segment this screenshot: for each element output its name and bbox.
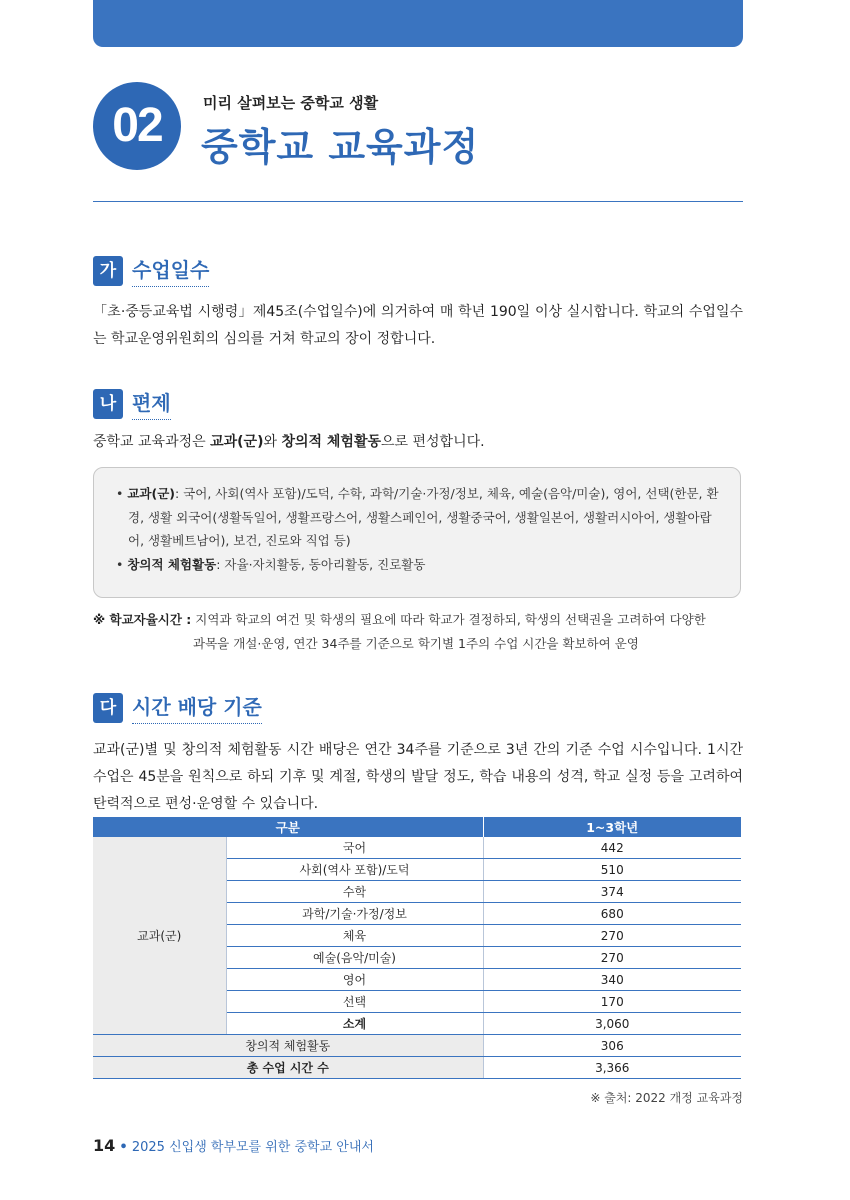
subject-cell: 국어 xyxy=(226,837,483,859)
hours-cell: 3,366 xyxy=(483,1057,741,1079)
divider xyxy=(93,201,743,202)
hours-cell: 270 xyxy=(483,925,741,947)
header-grades: 1~3학년 xyxy=(483,817,741,837)
chapter-title: 중학교 교육과정 xyxy=(201,125,480,169)
section-ga-body: 「초·중등교육법 시행령」제45조(수업일수)에 의거하여 매 학년 190일 이상 실시합니다. 학교의 수업일수는 학교운영위원회의 심의를 거쳐 학교의 장이 정합니다. xyxy=(93,304,743,347)
section-title: 수업일수 xyxy=(132,256,209,287)
subject-cell: 과학/기술·가정/정보 xyxy=(226,903,483,925)
hours-cell: 374 xyxy=(483,881,741,903)
hours-cell: 340 xyxy=(483,969,741,991)
subject-cell: 소계 xyxy=(226,1013,483,1035)
section-ga-heading xyxy=(93,256,209,286)
section-title: 시간 배당 기준 xyxy=(132,693,262,724)
page-number: 14 xyxy=(93,1136,116,1155)
subject-cell: 선택 xyxy=(226,991,483,1013)
box-item-creative: • 창의적 체험활동: 자율·자치활동, 동아리활동, 진로활동 xyxy=(116,556,426,572)
chapter-number: 02 xyxy=(93,82,181,170)
subject-cell: 예술(음악/미술) xyxy=(226,947,483,969)
section-badge: 나 xyxy=(93,389,123,419)
section-na-heading xyxy=(93,389,171,419)
section-badge: 가 xyxy=(93,256,123,286)
source-note: ※ 출처: 2022 개정 교육과정 xyxy=(590,1091,743,1105)
top-banner xyxy=(93,0,743,47)
creative-label: 창의적 체험활동 xyxy=(93,1035,483,1057)
section-badge: 다 xyxy=(93,693,123,723)
header-category: 구분 xyxy=(93,817,483,837)
hours-cell: 680 xyxy=(483,903,741,925)
school-autonomy-note: ※ 학교자율시간 : 지역과 학교의 여건 및 학생의 필요에 따라 학교가 결정하되, 학생의 선택권을 고려하여 다양한 과목을 개설·운영, 연간 34주를 기준으로 학기별 1주의 수업 시간을 확보하여 운영 xyxy=(93,612,706,651)
total-row xyxy=(93,1057,741,1079)
section-title: 편제 xyxy=(132,389,171,420)
subject-cell: 영어 xyxy=(226,969,483,991)
hours-cell: 270 xyxy=(483,947,741,969)
table-row xyxy=(93,837,741,859)
footer-bullet: • xyxy=(119,1140,128,1155)
page-footer xyxy=(93,1136,374,1155)
chapter-subtitle: 미리 살펴보는 중학교 생활 xyxy=(203,94,379,112)
time-allocation-table xyxy=(93,817,741,1079)
hours-cell: 306 xyxy=(483,1035,741,1057)
hours-cell: 510 xyxy=(483,859,741,881)
section-na-body: 중학교 교육과정은 교과(군)와 창의적 체험활동으로 편성합니다. xyxy=(93,434,485,450)
hours-cell: 442 xyxy=(483,837,741,859)
section-da-body: 교과(군)별 및 창의적 체험활동 시간 배당은 연간 34주를 기준으로 3년 간의 기준 수업 시수입니다. 1시간 수업은 45분을 원칙으로 하되 기후 및 계절, 학생의 발달 정도, 학습 내용의 성격, 학교 실정 등을 고려하여 탄력적으로 편성·운영할 수 있습니다. xyxy=(93,742,743,812)
hours-cell: 3,060 xyxy=(483,1013,741,1035)
creative-activity-row xyxy=(93,1035,741,1057)
total-label: 총 수업 시간 수 xyxy=(93,1057,483,1079)
group-label: 교과(군) xyxy=(93,837,226,1035)
hours-cell: 170 xyxy=(483,991,741,1013)
curriculum-box xyxy=(93,467,741,598)
table-header-row xyxy=(93,817,741,837)
footer-text: 2025 신입생 학부모를 위한 중학교 안내서 xyxy=(131,1140,374,1155)
section-da-heading xyxy=(93,693,262,723)
subject-cell: 사회(역사 포함)/도덕 xyxy=(226,859,483,881)
subject-cell: 수학 xyxy=(226,881,483,903)
subject-cell: 체육 xyxy=(226,925,483,947)
box-item-subjects: • 교과(군): 국어, 사회(역사 포함)/도덕, 수학, 과학/기술·가정/정보, 체육, 예술(음악/미술), 영어, 선택(한문, 환경, 생활 외국어(생활독일어, 생활프랑스어, 생활스페인어, 생활중국어, 생활일본어, 생활러시아어, 생활아랍어, 생활베트남어), 보건, 진로와 직업 등) xyxy=(116,486,719,548)
